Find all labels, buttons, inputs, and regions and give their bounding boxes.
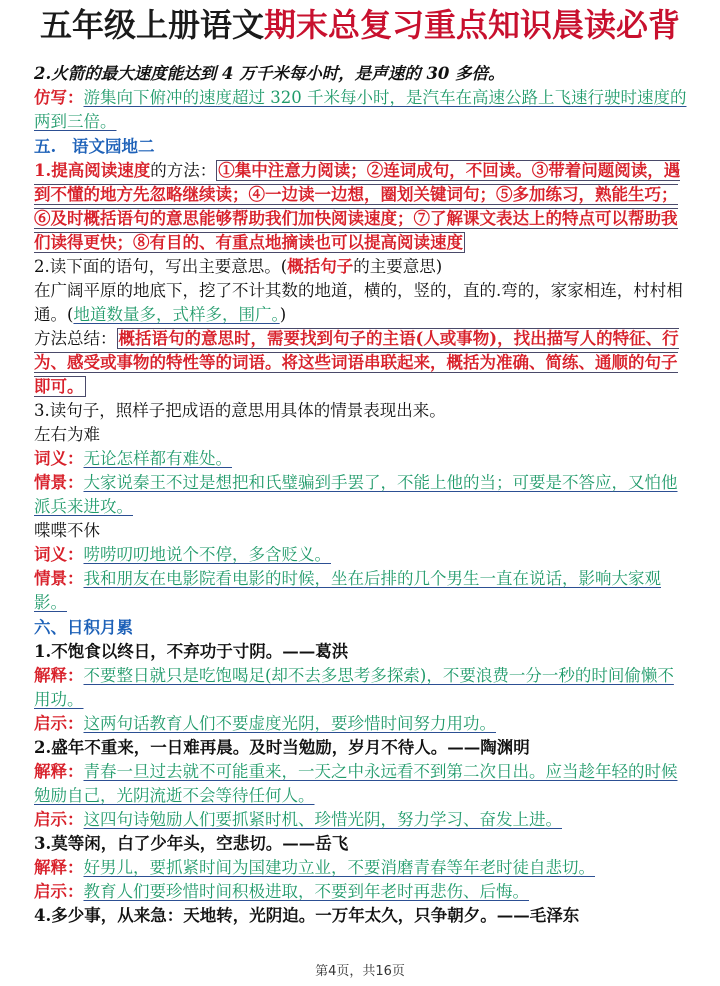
title-part-black: 五年级上册语文	[39, 6, 264, 44]
idiom-2-meaning-text: 唠唠叨叨地说个不停，多含贬义。	[83, 545, 331, 564]
idiom-2-scene-label: 情景	[34, 569, 67, 588]
summarize-q-start: 2.读下面的语句，写出主要意思。(	[34, 257, 288, 276]
quote-1: 1.不饱食以终日，不弃功于寸阴。——葛洪	[34, 642, 349, 661]
idiom-2-meaning-label: 词义	[34, 545, 67, 564]
imitation-block	[34, 86, 688, 134]
summarize-q-end: 的主要意思)	[353, 257, 443, 276]
idiom-1-meaning-text: 无论怎样都有难处。	[83, 449, 232, 468]
idiom-1-word: 左右为难	[34, 425, 100, 444]
quote-3-expl-text: 好男儿，要抓紧时间为国建功立业，不要消磨青春等年老时徒自悲切。	[83, 858, 595, 877]
quote-3: 3.莫等闲，白了少年头，空悲切。——岳飞	[34, 834, 349, 853]
quote-2-insp-label: 启示	[34, 810, 67, 829]
method-summary-boxed: 概括语句的意思时，需要找到句子的主语(人或事物)，找出描写人的特征、行为、感受或事物的特性等的词语。将这些词语串联起来，概括为准确、简练、通顺的句子即可。	[34, 329, 679, 396]
reading-speed-mid: 的方法：	[150, 161, 217, 180]
quote-3-inspiration: 启示：教育人们要珍惜时间积极进取，不要到年老时再悲伤、后悔。	[34, 882, 529, 901]
imitation-label: 仿写	[34, 88, 67, 107]
title-part-red: 期末总复习重点知识晨读必背	[264, 6, 681, 44]
quote-3-insp-text: 教育人们要珍惜时间积极进取，不要到年老时再悲伤、后悔。	[83, 882, 529, 901]
quote-2-expl-label: 解释	[34, 762, 67, 781]
quote-2: 2.盛年不重来，一日难再晨。及时当勉励，岁月不待人。——陶渊明	[34, 738, 530, 757]
section-5-title: 语文园地二	[72, 137, 155, 156]
quote-2-expl-text: 青春一旦过去就不可能重来，一天之中永远看不到第二次日出。应当趁年轻的时候勉励自己，光阴流逝不会等待任何人。	[34, 762, 678, 805]
tunnel-text: 在广阔平原的地底下，挖了不计其数的地道，横的，竖的，直的.弯的，家家相连，村村相通。(	[34, 281, 683, 324]
quote-3-expl-label: 解释	[34, 858, 67, 877]
reading-speed-methods	[34, 159, 688, 255]
quote-3-insp-label: 启示	[34, 882, 67, 901]
idiom-1-meaning-label: 词义	[34, 449, 67, 468]
quote-2-insp-text: 这四句诗勉励人们要抓紧时机、珍惜光阴，努力学习、奋发上进。	[83, 810, 562, 829]
document-body	[34, 62, 688, 928]
idiom-1-meaning: 词义：无论怎样都有难处。	[34, 449, 232, 468]
page-title	[0, 0, 720, 50]
quote-3-explanation: 解释：好男儿，要抓紧时间为国建功立业，不要消磨青春等年老时徒自悲切。	[34, 858, 595, 877]
quote-1-explanation: 解释：不要整日就只是吃饱喝足(却不去多思考多探索)，不要浪费一分一秒的时间偷懒不用功。	[34, 666, 674, 709]
quote-1-expl-text: 不要整日就只是吃饱喝足(却不去多思考多探索)，不要浪费一分一秒的时间偷懒不用功。	[34, 666, 674, 709]
reading-speed-boxed: ①集中注意力阅读；②连词成句，不回读。③带着问题阅读，遇到不懂的地方先忽略继续读；④一边读一边想，圈划关键词句；⑤多加练习，熟能生巧；⑥及时概括语句的意思能够帮助我们加快阅读速度；⑦了解课文表达上的特点可以帮助我们读得更快；⑧有目的、有重点地摘读也可以提高阅读速度	[34, 161, 681, 252]
quote-1-inspiration: 启示：这两句话教育人们不要虚度光阴，要珍惜时间努力用功。	[34, 714, 496, 733]
method-summary	[34, 327, 688, 399]
quote-1-expl-label: 解释	[34, 666, 67, 685]
tunnel-answer: 地道数量多，式样多，围广。	[73, 305, 280, 324]
imitation-text: 游集向下俯冲的速度超过 320 千米每小时，是汽车在高速公路上飞速行驶时速度的两到三倍。	[34, 88, 687, 131]
imitation-colon: ：	[67, 88, 84, 107]
rocket-sentence: 2.火箭的最大速度能达到 4 万千米每小时，是声速的 30 多倍。	[34, 64, 505, 83]
reading-speed-prefix: 1.提高阅读速度	[34, 161, 151, 180]
idiom-1-scene-label: 情景	[34, 473, 67, 492]
idiom-question: 3.读句子，照样子把成语的意思用具体的情景表现出来。	[34, 401, 446, 420]
idiom-2-word: 喋喋不休	[34, 521, 100, 540]
quote-2-explanation: 解释：青春一旦过去就不可能重来，一天之中永远看不到第二次日出。应当趁年轻的时候勉励自己，光阴流逝不会等待任何人。	[34, 762, 678, 805]
method-summary-label: 方法总结：	[34, 329, 117, 348]
idiom-1-scene: 情景：大家说秦王不过是想把和氏璧骗到手罢了，不能上他的当；可要是不答应，又怕他派兵来进攻。	[34, 473, 678, 516]
quote-1-insp-label: 启示	[34, 714, 67, 733]
summarize-question	[34, 255, 688, 279]
section-5-number: 五.	[34, 137, 57, 156]
idiom-1-scene-text: 大家说秦王不过是想把和氏璧骗到手罢了，不能上他的当；可要是不答应，又怕他派兵来进攻。	[34, 473, 678, 516]
quote-2-inspiration: 启示：这四句诗勉励人们要抓紧时机、珍惜光阴，努力学习、奋发上进。	[34, 810, 562, 829]
idiom-2-meaning: 词义：唠唠叨叨地说个不停，多含贬义。	[34, 545, 331, 564]
summarize-q-red: 概括句子	[287, 257, 354, 276]
quote-4: 4.多少事，从来急：天地转，光阴迫。一万年太久，只争朝夕。——毛泽东	[34, 906, 580, 925]
tunnel-close: )	[279, 305, 287, 324]
idiom-2-scene: 情景：我和朋友在电影院看电影的时候，坐在后排的几个男生一直在说话，影响大家观影。	[34, 569, 661, 612]
idiom-2-scene-text: 我和朋友在电影院看电影的时候，坐在后排的几个男生一直在说话，影响大家观影。	[34, 569, 661, 612]
section-5-heading	[34, 134, 688, 159]
quote-1-insp-text: 这两句话教育人们不要虚度光阴，要珍惜时间努力用功。	[83, 714, 496, 733]
section-6-heading: 六、日积月累	[34, 618, 133, 637]
tunnel-sentence	[34, 279, 688, 327]
page-footer: 第4页，共16页	[315, 964, 405, 979]
